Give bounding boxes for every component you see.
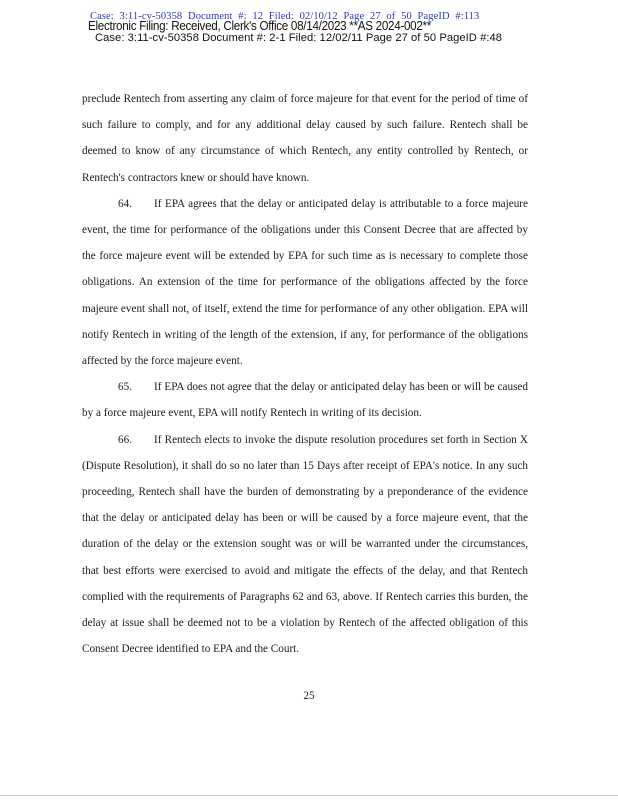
electronic-filing-stamp: Electronic Filing: Received, Clerk's Office 08/14/2023 **AS 2024-002** <box>88 19 432 33</box>
paragraph-text: If EPA agrees that the delay or anticipated delay is attributable to a force majeure event, the time for performance of the obligations under this Consent Decree that are affected by the force majeure event will be extended by EPA for such time as is necessary to complete those obligations. An extension of the time for performance of the obligations affected by the force majeure event shall not, of itself, extend the time for performance of any other obligation. EPA will notify Rentech in writing of the length of the extension, if any, for performance of the obligations affected by the force majeure event. <box>82 197 528 368</box>
paragraph-number: 66. <box>118 433 132 446</box>
case-header: Case: 3:11-cv-50358 Document #: 2-1 Filed: 12/02/11 Page 27 of 50 PageID #:48 <box>95 32 503 44</box>
page-bottom-edge <box>0 795 618 796</box>
court-filing-header: Case: 3:11-cv-50358 Document #: 12 Filed: 02/10/12 Page 27 of 50 PageID #:113 <box>90 11 480 22</box>
paragraph-number: 65. <box>118 381 132 394</box>
continuation-paragraph: preclude Rentech from asserting any claim of force majeure for that event for the period of time of such failure to comply, and for any additional delay caused by such failure. Rentech shall be deemed to know of any circumstance of which Rentech, any entity controlled by Rentech, or Rentech's contractors knew or should have known. <box>82 93 528 184</box>
paragraph-66 <box>82 427 528 663</box>
paragraph-65 <box>82 374 528 426</box>
paragraph-number: 64. <box>118 197 132 210</box>
paragraph-text: If Rentech elects to invoke the dispute resolution procedures set forth in Section X (Dispute Resolution), it shall do so no later than 15 Days after receipt of EPA's notice. In any such proceeding, Rentech shall have the burden of demonstrating by a preponderance of the evidence that the delay or anticipated delay has been or will be caused by a force majeure event, that the duration of the delay or the extension sought was or will be warranted under the circumstances, that best efforts were exercised to avoid and mitigate the effects of the delay, and that Rentech complied with the requirements of Paragraphs 62 and 63, above. If Rentech carries this burden, the delay at issue shall be deemed not to be a violation by Rentech of the affected obligation of this Consent Decree identified to EPA and the Court. <box>82 433 528 656</box>
paragraph-64 <box>82 191 528 374</box>
paragraph-text: If EPA does not agree that the delay or anticipated delay has been or will be caused by a force majeure event, EPA will notify Rentech in writing of its decision. <box>82 381 528 420</box>
document-body <box>82 86 528 662</box>
page-number: 25 <box>303 690 315 702</box>
